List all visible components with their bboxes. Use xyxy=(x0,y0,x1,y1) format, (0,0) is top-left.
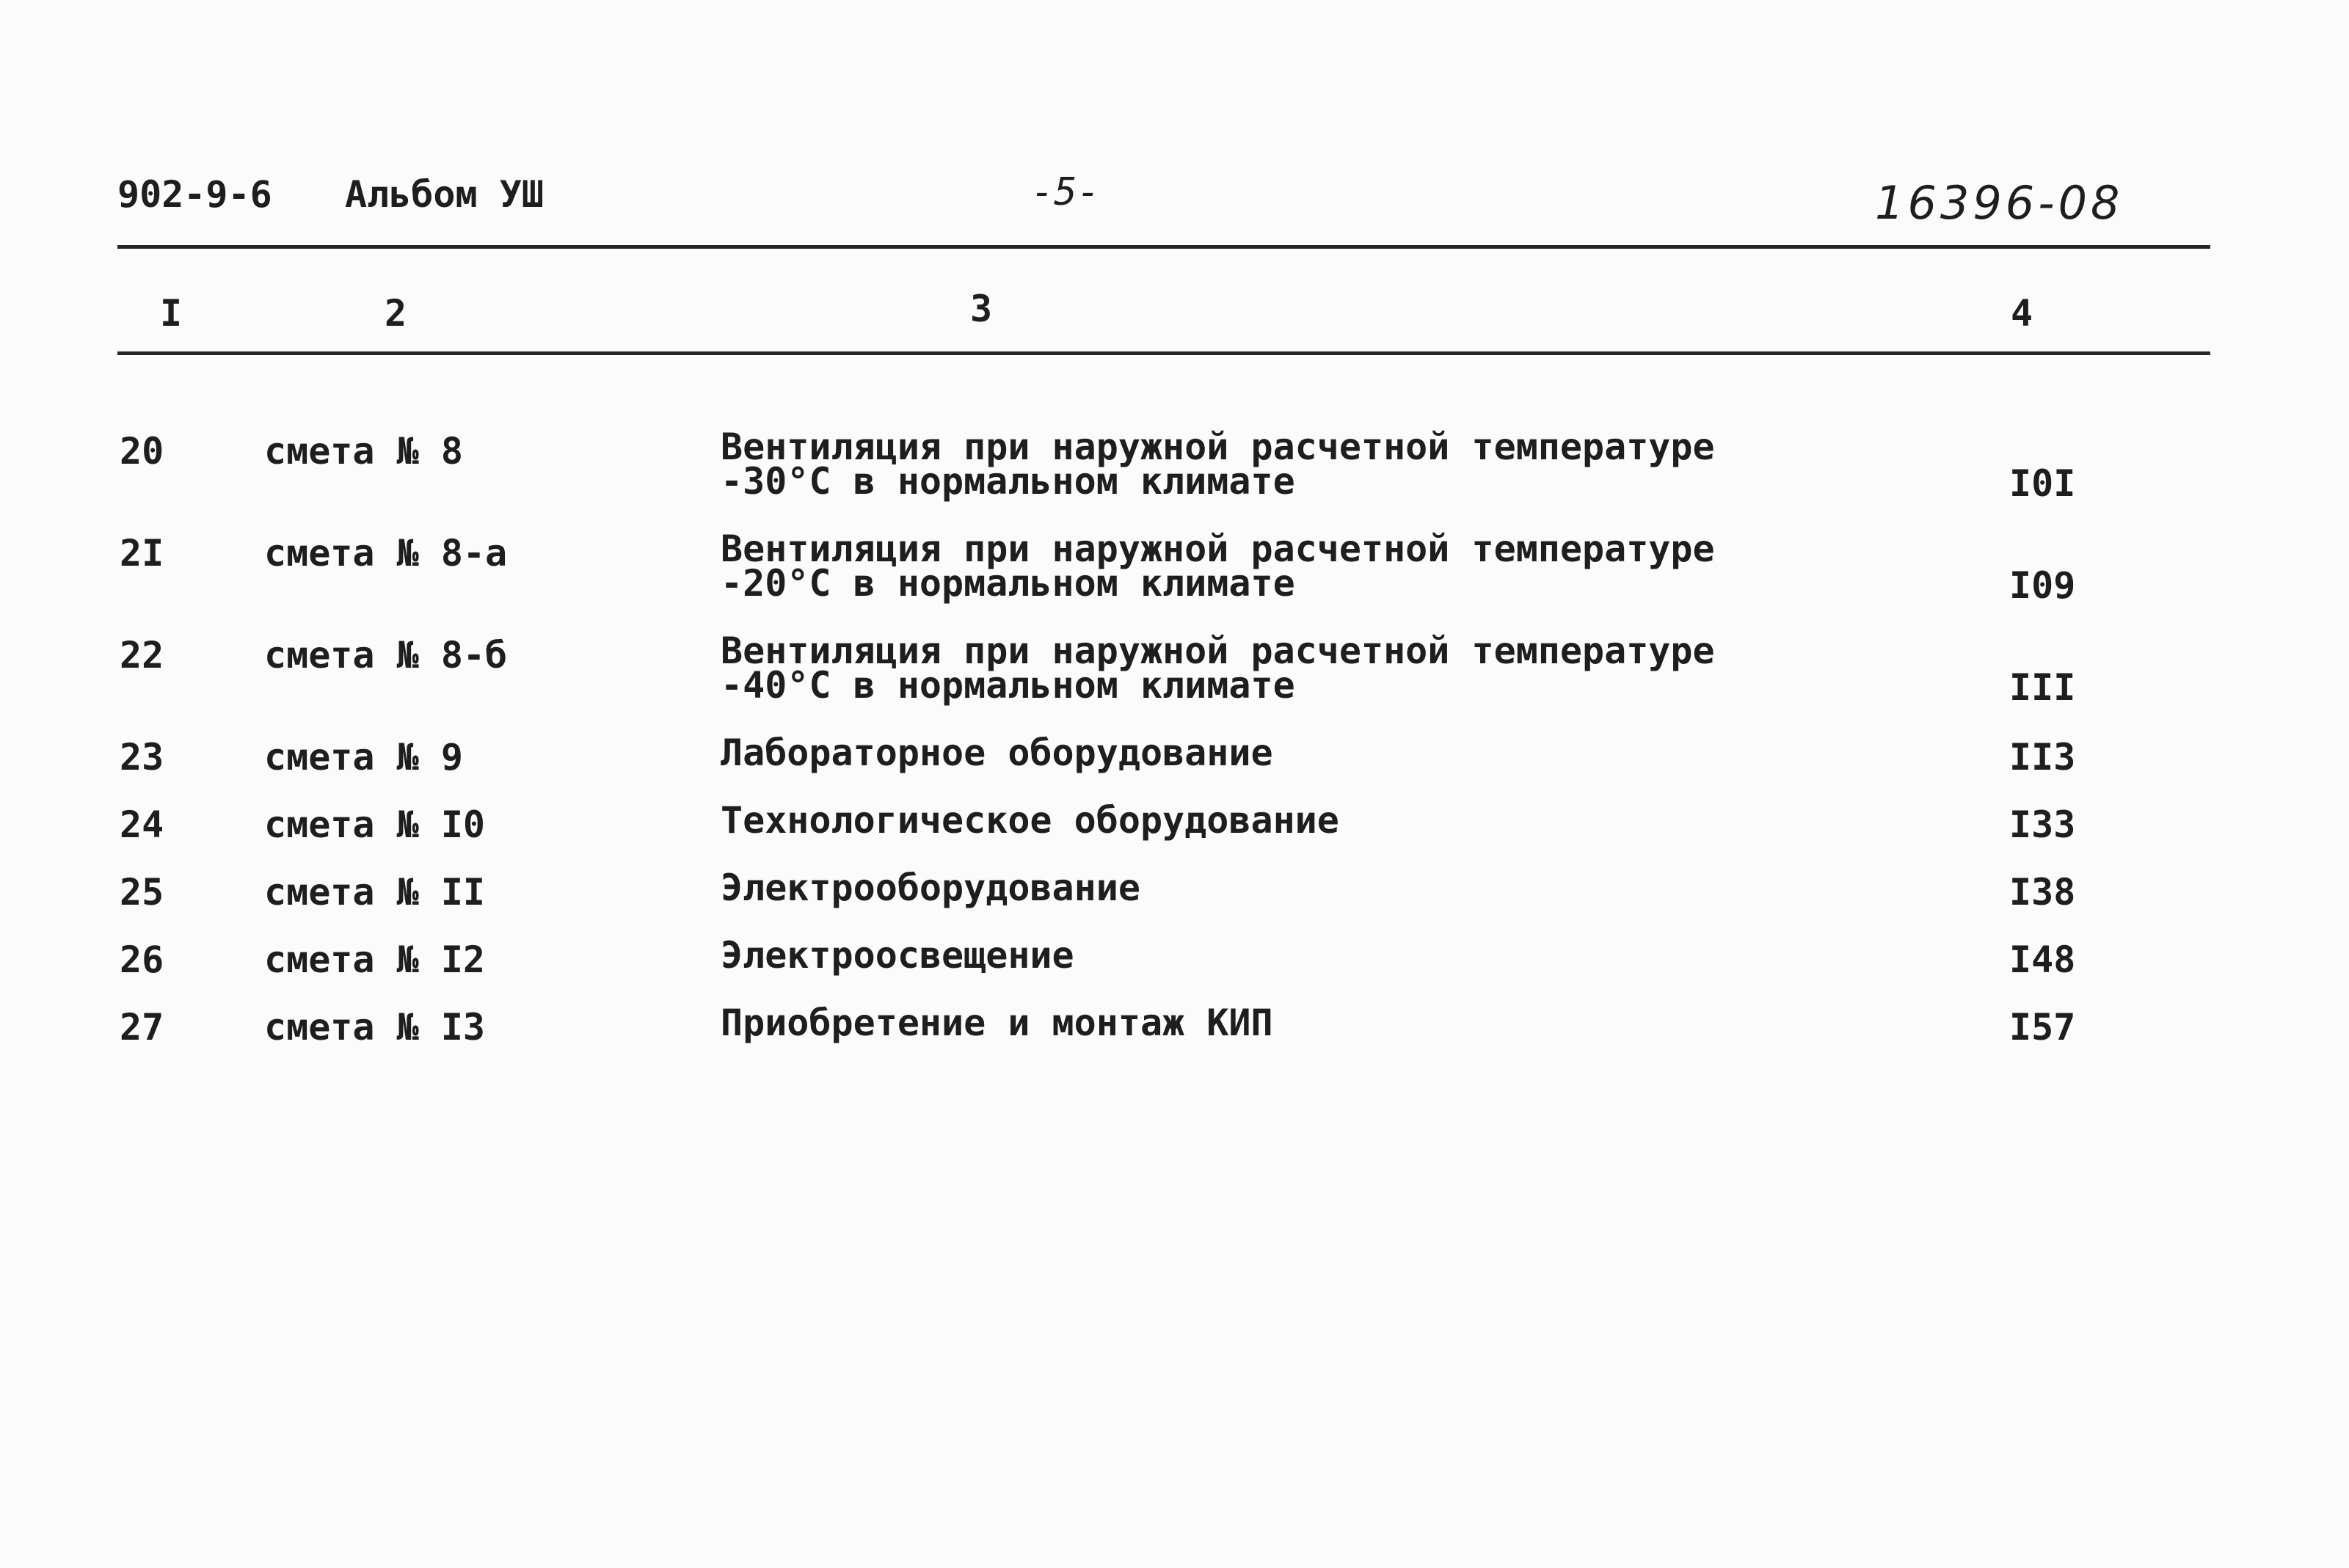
estimate-reference: смета № 9 xyxy=(264,736,463,778)
description-line: -30°C в нормальном климате xyxy=(721,460,1295,503)
description-line: Электроосвещение xyxy=(721,934,1074,977)
page-reference: II3 xyxy=(2009,736,2076,778)
row-number: 26 xyxy=(120,938,164,981)
row-description xyxy=(721,867,1140,909)
row-number: 23 xyxy=(120,736,164,778)
page-reference: I48 xyxy=(2009,938,2076,981)
description-line: -20°C в нормальном климате xyxy=(721,562,1295,605)
page-reference: I09 xyxy=(2009,564,2076,607)
row-number: 25 xyxy=(120,871,164,914)
row-number: 22 xyxy=(120,634,164,677)
column-header-3: 3 xyxy=(970,288,993,330)
description-line: Вентиляция при наружной расчетной температуре xyxy=(721,528,1715,570)
estimate-reference: смета № I2 xyxy=(264,938,486,981)
album-code: 902-9-6 xyxy=(117,173,272,216)
estimate-reference: смета № II xyxy=(264,871,486,914)
description-line: Электрооборудование xyxy=(721,867,1140,909)
description-line: Приобретение и монтаж КИП xyxy=(721,1002,1273,1044)
page-reference: III xyxy=(2009,666,2076,709)
document-number: 16396-08 xyxy=(1875,176,2124,230)
description-line: Вентиляция при наружной расчетной температуре xyxy=(721,630,1715,672)
page-reference: I57 xyxy=(2009,1006,2076,1049)
row-number: 24 xyxy=(120,803,164,846)
description-line: Технологическое оборудование xyxy=(721,799,1339,842)
estimate-reference: смета № 8-б xyxy=(264,634,508,677)
estimate-reference: смета № I0 xyxy=(264,803,486,846)
estimate-reference: смета № 8 xyxy=(264,430,463,473)
row-description xyxy=(721,934,1074,977)
row-description xyxy=(721,426,1715,503)
row-number: 20 xyxy=(120,430,164,473)
description-line: Лабораторное оборудование xyxy=(721,732,1273,774)
page-reference: I38 xyxy=(2009,871,2076,914)
estimate-reference: смета № I3 xyxy=(264,1006,486,1049)
column-header-2: 2 xyxy=(385,292,407,335)
row-description xyxy=(721,1002,1273,1044)
estimate-reference: смета № 8-а xyxy=(264,532,508,575)
row-description xyxy=(721,528,1715,605)
description-line: -40°C в нормальном климате xyxy=(721,664,1295,707)
column-header-4: 4 xyxy=(2011,292,2033,335)
album-title: Альбом УШ xyxy=(345,173,544,216)
description-line: Вентиляция при наружной расчетной температуре xyxy=(721,426,1715,468)
row-description xyxy=(721,732,1273,774)
row-description xyxy=(721,799,1339,842)
row-description xyxy=(721,630,1715,707)
row-number: 27 xyxy=(120,1006,164,1049)
column-header-1: I xyxy=(160,292,183,335)
page-reference: I0I xyxy=(2009,462,2076,505)
page-reference: I33 xyxy=(2009,803,2076,846)
row-number: 2I xyxy=(120,532,164,575)
page-mark: -5- xyxy=(1031,170,1100,214)
